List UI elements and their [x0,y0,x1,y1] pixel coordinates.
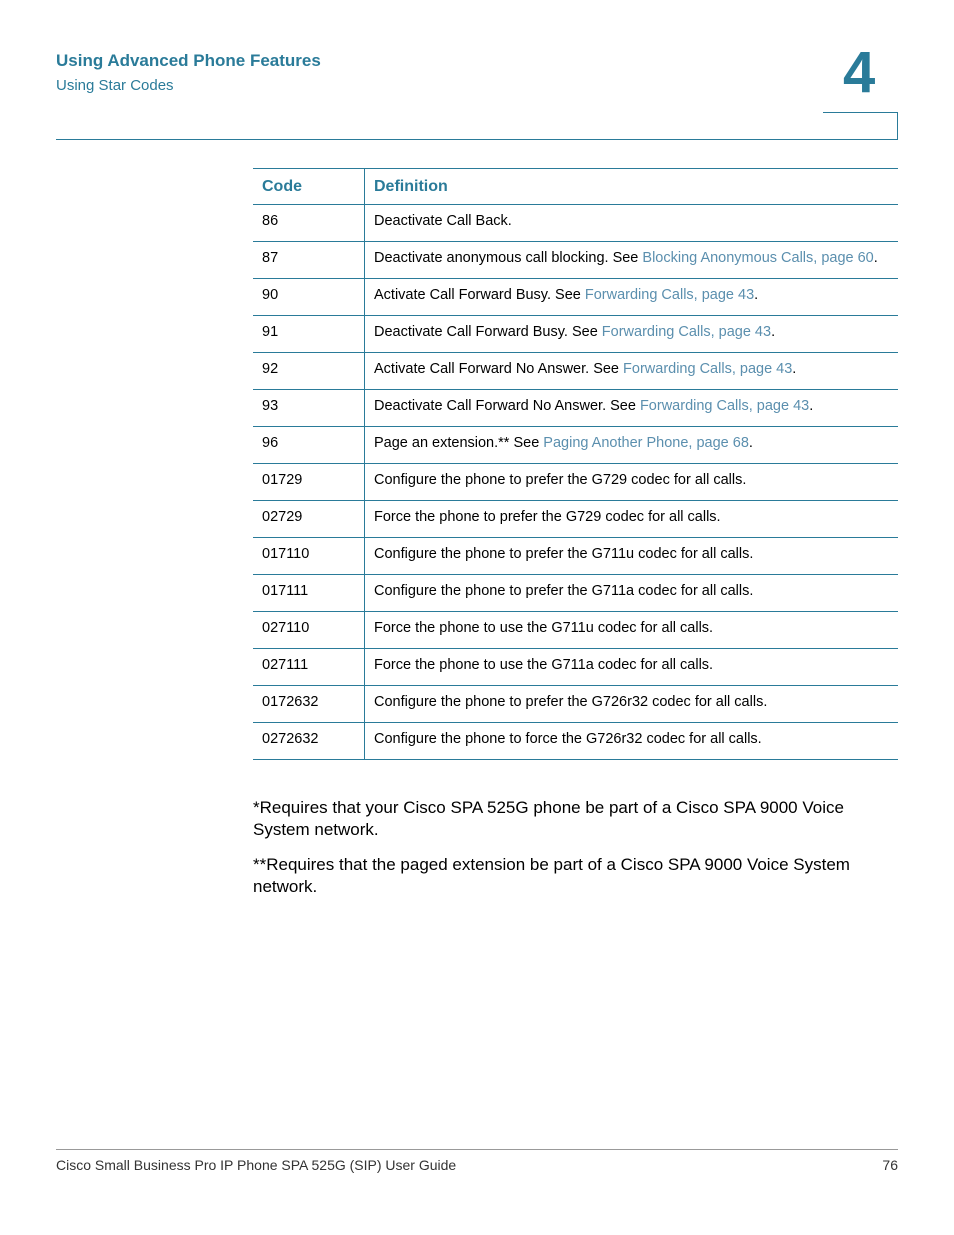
definition-cell [365,723,899,760]
definition-cell [365,353,899,390]
star-codes-table [253,168,898,760]
definition-text: Configure the phone to prefer the G711u codec for all calls. [374,546,754,562]
definition-text: Configure the phone to prefer the G711a codec for all calls. [374,583,754,599]
header-divider [56,139,898,140]
definition-cell [365,538,899,575]
page-number: 76 [882,1157,898,1173]
star-code-cell: 027111 [253,649,365,686]
table-row [253,205,898,242]
definition-cell [365,612,899,649]
section-title: Using Star Codes [56,77,174,94]
star-code-cell: 86 [253,205,365,242]
star-code-cell: 90 [253,279,365,316]
definition-text: Deactivate anonymous call blocking. See [374,250,643,266]
definition-cell [365,279,899,316]
star-code-cell: 017111 [253,575,365,612]
cross-reference-link[interactable]: Forwarding Calls, page 43 [584,287,755,303]
table-row [253,723,898,760]
star-code-cell: 87 [253,242,365,279]
definition-text: Activate Call Forward Busy. See [374,287,585,303]
definition-cell [365,686,899,723]
chapter-title: Using Advanced Phone Features [56,51,321,70]
table-header-row [253,169,898,205]
definition-text: Deactivate Call Forward Busy. See [374,324,602,340]
definition-punctuation: . [809,398,814,414]
column-header-code: Code [253,169,365,205]
definition-text: Force the phone to use the G711u codec for all calls. [374,620,714,636]
definition-punctuation: . [754,287,759,303]
star-code-cell: 0172632 [253,686,365,723]
table-row [253,242,898,279]
definition-cell [365,316,899,353]
footnote-paged-extension: **Requires that the paged extension be part of a Cisco SPA 9000 Voice System network. [253,855,850,896]
definition-cell [365,205,899,242]
star-code-cell: 96 [253,427,365,464]
star-code-cell: 01729 [253,464,365,501]
definition-punctuation: . [748,435,753,451]
definition-text: Configure the phone to prefer the G726r32 codec for all calls. [374,694,768,710]
cross-reference-link[interactable]: Forwarding Calls, page 43 [601,324,772,340]
definition-cell [365,501,899,538]
star-code-cell: 017110 [253,538,365,575]
definition-text: Page an extension.** See [374,435,544,451]
cross-reference-link[interactable]: Paging Another Phone, page 68 [543,435,749,451]
chapter-number: 4 [843,40,876,105]
definition-text: Configure the phone to force the G726r32 codec for all calls. [374,731,762,747]
definition-punctuation: . [792,361,797,377]
table-row [253,464,898,501]
cross-reference-link[interactable]: Forwarding Calls, page 43 [623,361,793,377]
star-code-cell: 93 [253,390,365,427]
definition-cell [365,427,899,464]
definition-cell [365,575,899,612]
definition-text: Deactivate Call Forward No Answer. See [374,398,640,414]
definition-cell [365,242,899,279]
definition-text: Deactivate Call Back. [374,213,512,229]
table-row [253,649,898,686]
star-code-cell: 02729 [253,501,365,538]
star-code-cell: 027110 [253,612,365,649]
definition-cell [365,649,899,686]
table-row [253,686,898,723]
table-row [253,390,898,427]
cross-reference-link[interactable]: Forwarding Calls, page 43 [639,398,810,414]
definition-text: Force the phone to use the G711a codec for all calls. [374,657,714,673]
footnote-requires-network: *Requires that your Cisco SPA 525G phone be part of a Cisco SPA 9000 Voice System network. [253,798,844,839]
star-code-cell: 91 [253,316,365,353]
definition-punctuation: . [771,324,776,340]
definition-cell [365,390,899,427]
definition-text: Configure the phone to prefer the G729 codec for all calls. [374,472,747,488]
table-row [253,353,898,390]
table-body [253,205,898,760]
footer-divider [56,1149,898,1150]
chapter-tab-decoration [823,112,898,139]
column-header-definition: Definition [365,169,899,205]
cross-reference-link[interactable]: Blocking Anonymous Calls, page 60 [642,250,874,266]
definition-punctuation: . [873,250,878,266]
star-code-cell: 92 [253,353,365,390]
definition-text: Activate Call Forward No Answer. See [374,361,624,377]
table-row [253,501,898,538]
table-row [253,612,898,649]
table-row [253,575,898,612]
table-row [253,316,898,353]
definition-text: Force the phone to prefer the G729 codec for all calls. [374,509,721,525]
footer-guide-title: Cisco Small Business Pro IP Phone SPA 525G (SIP) User Guide [56,1157,457,1173]
star-code-cell: 0272632 [253,723,365,760]
table-row [253,279,898,316]
table-row [253,427,898,464]
table-row [253,538,898,575]
definition-cell [365,464,899,501]
